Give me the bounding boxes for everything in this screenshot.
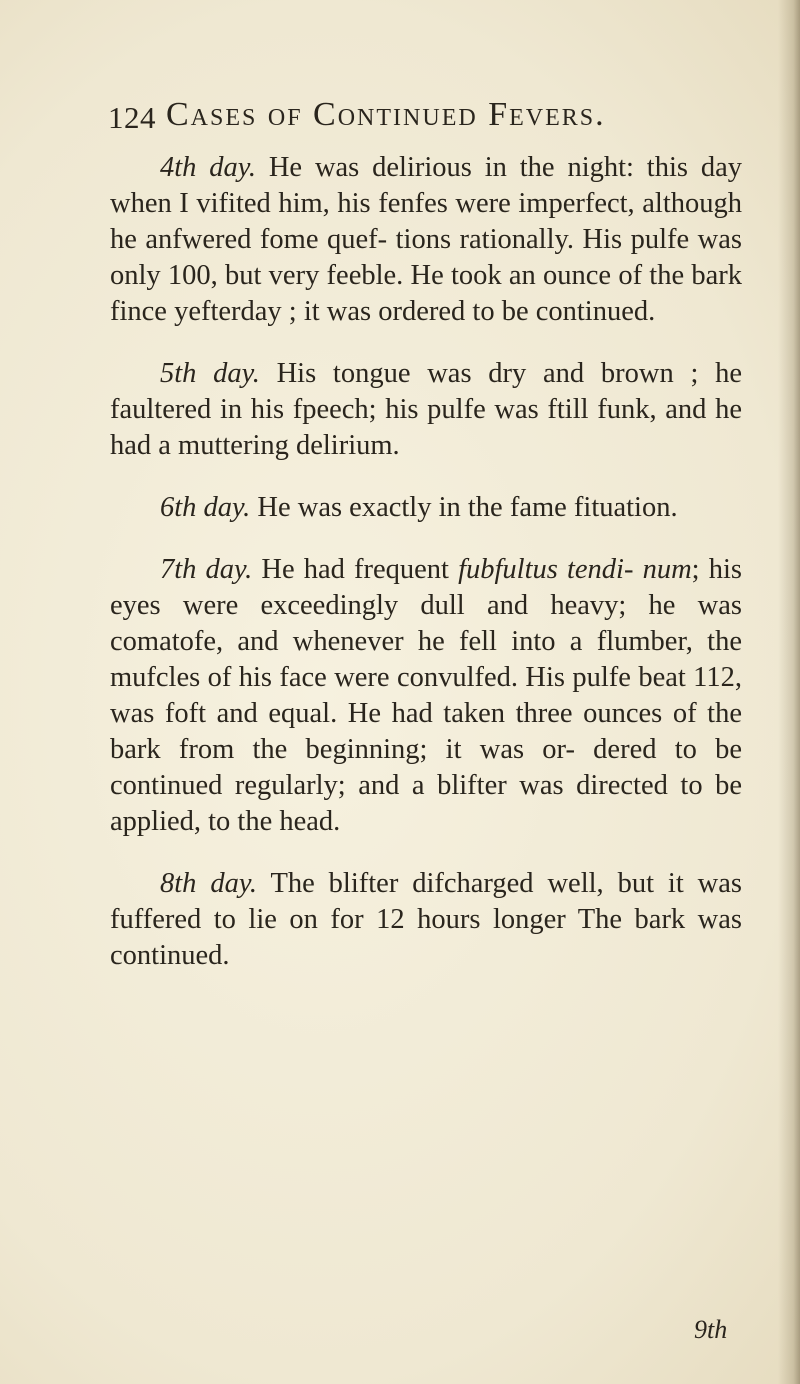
day-label: 7th day. — [160, 554, 253, 585]
entry-4th-day — [110, 150, 742, 330]
entry-text: He had frequent — [252, 554, 459, 585]
entry-text: He was delirious in the night: this day when I vifited him, his fenfes were imperfect, although he anfwered fome quef- tions rationally. His pulfe was only 100, but very feeble. He took an ounce of the bark fince yefterday ; it was ordered to be continued. — [110, 152, 742, 327]
page-header — [108, 96, 748, 142]
entry-text: He was exactly in the fame fituation. — [250, 492, 678, 523]
entry-6th-day — [110, 490, 742, 526]
latin-term: fubfultus tendi- num — [458, 554, 692, 585]
entry-text: His tongue was dry and brown ; he faultered in his fpeech; his pulfe was ftill funk, and he had a muttering delirium. — [110, 358, 742, 461]
day-label: 8th day. — [160, 868, 258, 899]
catchword: 9th — [694, 1315, 728, 1344]
entry-8th-day — [110, 866, 742, 974]
day-label: 4th day. — [160, 152, 256, 183]
running-title: Cases of Continued Fevers. — [166, 96, 606, 133]
day-label: 5th day. — [160, 358, 260, 389]
body-text — [110, 150, 742, 1000]
entry-text: The blifter difcharged well, but it was fuffered to lie on for 12 hours longer The bark was continued. — [110, 868, 742, 971]
page-edge-shadow — [778, 0, 800, 1384]
day-label: 6th day. — [160, 492, 251, 523]
page-number: 124 — [108, 100, 156, 135]
entry-5th-day — [110, 356, 742, 464]
entry-7th-day — [110, 552, 742, 840]
entry-text-continued: ; his eyes were exceedingly dull and heavy; he was comatofe, and whenever he fell into a flumber, the mufcles of his face were convulfed. His pulfe beat 112, was foft and equal. He had taken three ounces of the bark from the beginning; it was or- dered to be continued regularly; and a blifter was directed to be applied, to the head. — [110, 554, 742, 837]
